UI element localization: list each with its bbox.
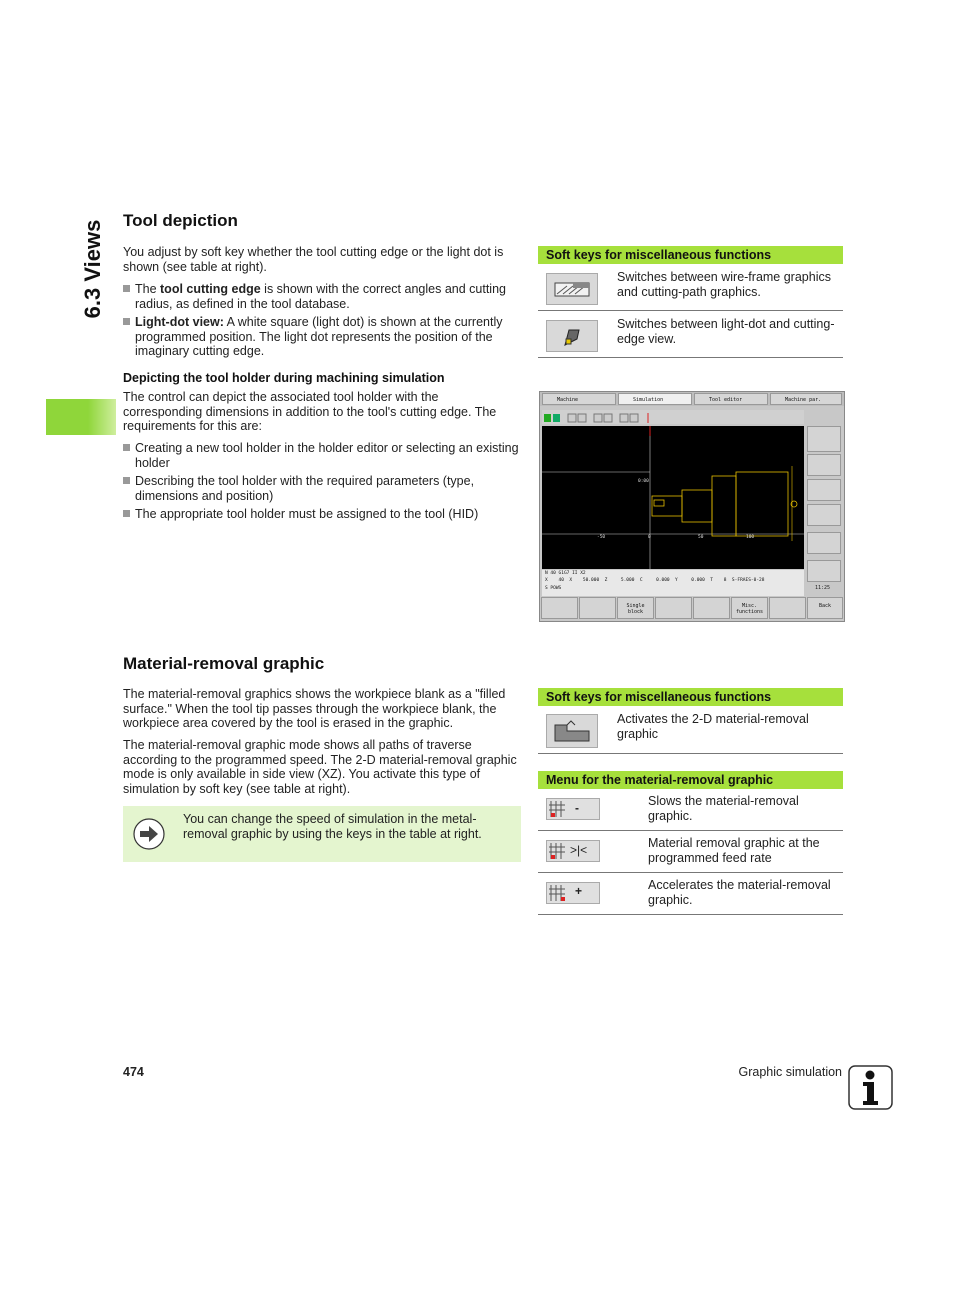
softkey-table-material-removal <box>538 688 843 754</box>
simulation-canvas <box>542 426 804 569</box>
material-removal-menu-table <box>538 771 843 915</box>
arrow-right-icon <box>133 818 165 850</box>
key-label: >|< <box>570 843 588 857</box>
tab-machine[interactable] <box>542 393 616 405</box>
material-removal-softkey-icon <box>546 714 598 748</box>
table-row-description: Activates the 2-D material-removal graphic <box>617 712 809 741</box>
table-row <box>538 311 843 358</box>
slower-key-icon <box>546 798 600 820</box>
back-softkey[interactable]: Back <box>807 597 843 619</box>
screen-toolbar <box>542 410 804 424</box>
material-removal-p1: The material-removal graphics shows the workpiece blank as a "filled surface." When the tool tip passes through the workpiece blank, the workpiece area covered by the tool is erased in the graphic. <box>123 687 506 730</box>
bullet-text: The appropriate tool holder must be assigned to the tool (HID) <box>135 507 479 521</box>
side-softkey[interactable] <box>807 426 841 452</box>
section-heading-material-removal: Material-removal graphic <box>123 654 325 673</box>
bottom-softkey[interactable] <box>541 597 578 619</box>
tool-depiction-intro: You adjust by soft key whether the tool cutting edge or the light dot is shown (see table at right). <box>123 245 504 274</box>
bullet-icon <box>123 477 130 484</box>
axis-tick-label: 100 <box>746 535 755 540</box>
section-heading-tool-depiction: Tool depiction <box>123 211 238 230</box>
status-line: S POWS <box>545 586 562 591</box>
table-row <box>538 831 843 873</box>
tab-label: Tool editor <box>709 397 743 403</box>
table-header: Soft keys for miscellaneous functions <box>538 246 843 264</box>
note-box <box>123 806 521 862</box>
status-line: X 40 X 50.000 Z 5.000 C 0.000 Y 0.000 T 8 S-FRAES-0-28 <box>545 578 765 583</box>
side-chapter-title <box>78 214 108 324</box>
softkey-table-tool-depiction <box>538 246 843 358</box>
list-item <box>123 474 519 503</box>
list-item <box>123 315 519 359</box>
page-number: 474 <box>123 1065 144 1079</box>
status-panel <box>542 570 804 596</box>
note-text: You can change the speed of simulation in the metal-removal graphic by using the keys in the table at right. <box>183 812 482 841</box>
list-item <box>123 282 519 311</box>
bottom-softkey[interactable] <box>693 597 730 619</box>
key-label: - <box>575 801 579 815</box>
side-chapter-title-text: 6.3 Views <box>80 219 105 319</box>
list-item <box>123 507 519 522</box>
bullet-bold: Light-dot view: <box>135 315 224 329</box>
faster-key-icon <box>546 882 600 904</box>
table-row <box>538 873 843 915</box>
subheading-tool-holder: Depicting the tool holder during machining simulation <box>123 371 445 385</box>
bullet-bold: tool cutting edge <box>160 282 261 296</box>
tool-holder-intro: The control can depict the associated tool holder with the corresponding dimensions in addition to the tool's cutting edge. The requirements for this are: <box>123 390 497 433</box>
simulation-screenshot <box>539 391 845 622</box>
wireframe-softkey-icon <box>546 273 598 305</box>
axis-tick-label: 50 <box>698 535 704 540</box>
bullet-icon <box>123 318 130 325</box>
axis-tick-label: 0 <box>648 535 651 540</box>
table-row <box>538 789 843 831</box>
bullet-text: is shown with the correct angles and cutting radius, as defined in the tool database. <box>135 282 506 311</box>
side-softkey[interactable] <box>807 479 841 501</box>
list-item <box>123 441 519 470</box>
bullet-text: Describing the tool holder with the required parameters (type, dimensions and position) <box>135 474 475 503</box>
table-row-description: Switches between light-dot and cutting-edge view. <box>617 317 835 346</box>
tab-tool-editor[interactable] <box>694 393 768 405</box>
bullet-text: Creating a new tool holder in the holder editor or selecting an existing holder <box>135 441 519 470</box>
table-row <box>538 706 843 754</box>
table-header: Soft keys for miscellaneous functions <box>538 688 843 706</box>
status-line: N 40 G1G7 II X2 <box>545 571 586 576</box>
table-row-description: Accelerates the material-removal graphic. <box>648 878 831 907</box>
feed-rate-key-icon <box>546 840 600 862</box>
info-icon <box>848 1065 893 1110</box>
bullet-icon <box>123 285 130 292</box>
bullet-text: A white square (light dot) is shown at the currently programmed position. The light dot represents the position of the imaginary cutting edge. <box>135 315 503 358</box>
material-removal-p2: The material-removal graphic mode shows all paths of traverse according to the programmed speed. The 2-D material-removal graphic mode is only available in side view (XZ). You activate this type of simulation by soft key (see table at right). <box>123 738 517 796</box>
tab-label: Machine <box>557 397 579 403</box>
coord-label: 0:00 <box>638 479 649 484</box>
screen-tab-bar <box>540 392 844 406</box>
bullet-icon <box>123 510 130 517</box>
clock-display: 11:25 <box>815 585 831 591</box>
side-softkey[interactable] <box>807 532 841 554</box>
tab-machine-par[interactable] <box>770 393 842 405</box>
bottom-softkey[interactable] <box>769 597 806 619</box>
bullet-icon <box>123 444 130 451</box>
side-softkey[interactable] <box>807 454 841 476</box>
tab-simulation[interactable] <box>618 393 692 405</box>
tab-label: Simulation <box>633 397 664 403</box>
chapter-tab-marker <box>46 399 116 435</box>
light-dot-softkey-icon <box>546 320 598 352</box>
key-label: + <box>575 884 583 898</box>
axis-tick-label: -50 <box>597 535 606 540</box>
single-block-softkey[interactable]: Single block <box>617 597 654 619</box>
side-softkey[interactable] <box>807 504 841 526</box>
bottom-softkey[interactable] <box>579 597 616 619</box>
tab-label: Machine par. <box>785 397 822 403</box>
bottom-softkey[interactable] <box>655 597 692 619</box>
table-row-description: Switches between wire-frame graphics and cutting-path graphics. <box>617 270 831 299</box>
table-header: Menu for the material-removal graphic <box>538 771 843 789</box>
misc-functions-softkey[interactable]: Misc. functions <box>731 597 768 619</box>
bullet-prefix: The <box>135 282 161 296</box>
chapter-footer-title: Graphic simulation <box>738 1065 842 1079</box>
table-row-description: Slows the material-removal graphic. <box>648 794 799 823</box>
side-softkey[interactable] <box>807 560 841 582</box>
table-row-description: Material removal graphic at the programmed feed rate <box>648 836 820 865</box>
table-row <box>538 264 843 311</box>
